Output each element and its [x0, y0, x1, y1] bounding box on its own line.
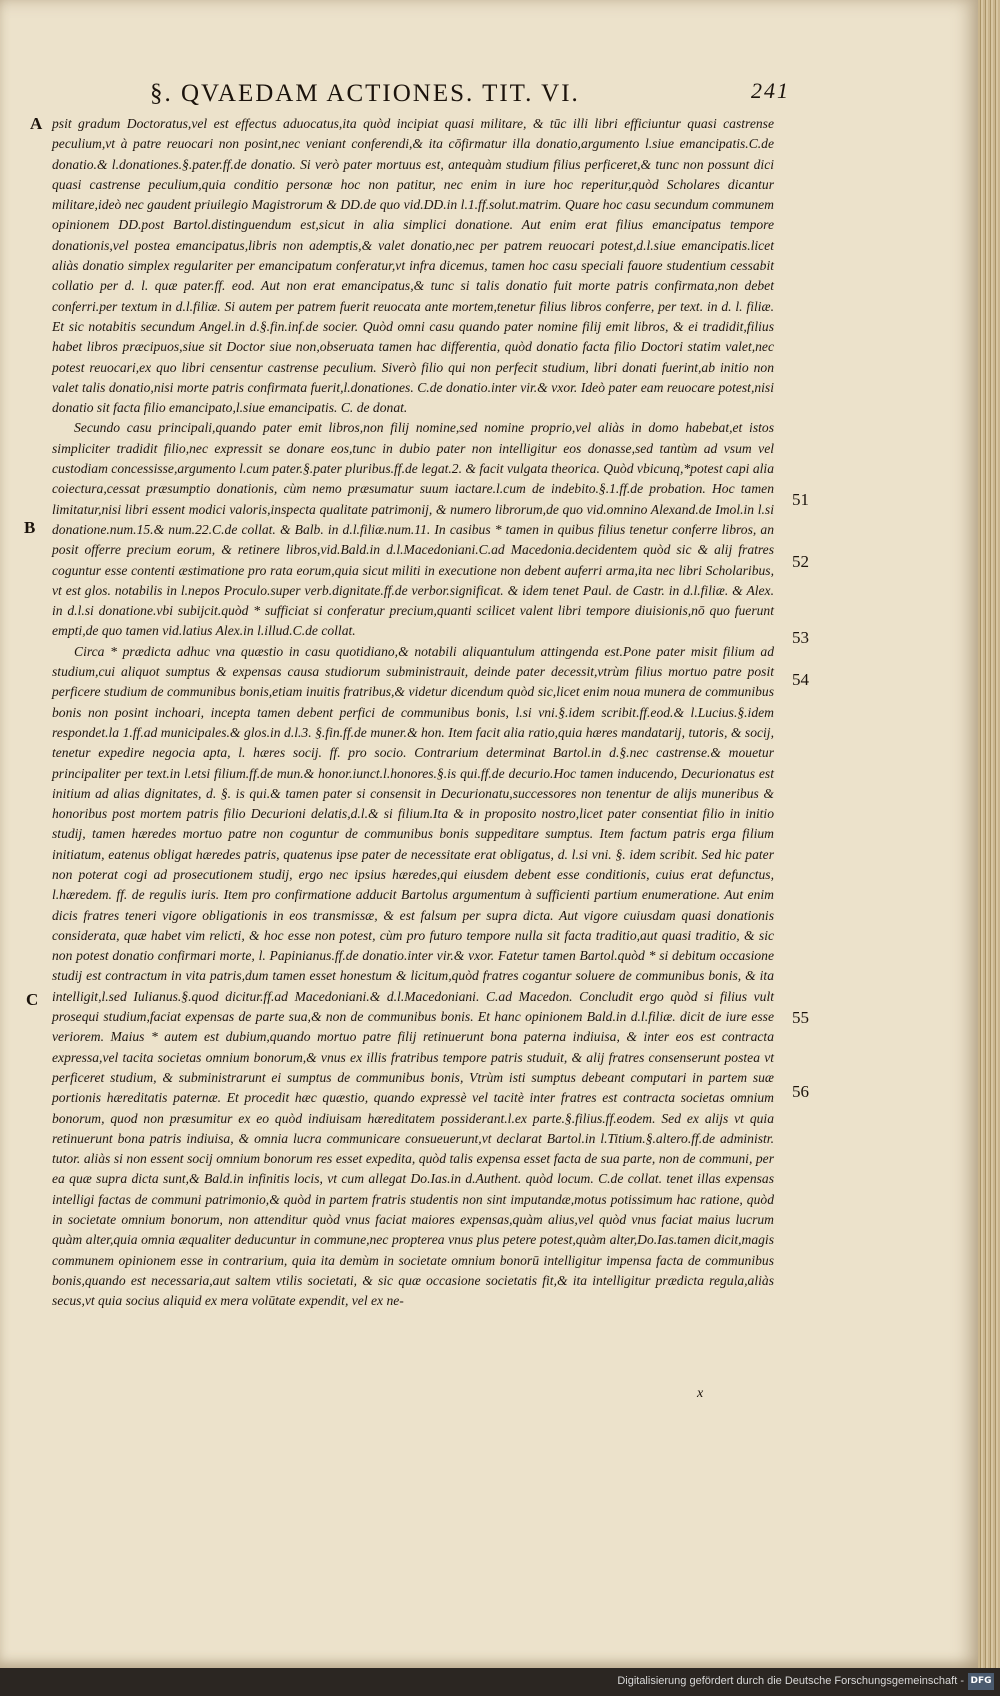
- paragraph: psit gradum Doctoratus,vel est effectus aduocatus,ita quòd incipiat quasi militare, & tūc illi libri efficiuntur quasi castrense peculium,vt à patre reuocari non posint,nec veniant conferendi,& ita cōfirmatur illa donatio,argumento l.siue emancipatis.C.de donatio.& l.donationes.§.pater.ff.de donatio. Si verò pater mortuus est, antequàm studium filius perficeret,& tunc non possunt dici quasi castrense peculium,quia conditio personæ hoc non patitur, nec enim in iure hoc reperitur,quòd Scholares dicantur militare,ideò nec gaudent priuilegio Magistrorum & DD.de quo vid.DD.in l.1.ff.solut.matrim. Quare hoc casu secundum communem opinionem DD.post Bartol.distinguendum est,sicut in alia simplici donatione. Aut enim erat filius emancipatus tempore donationis,vel postea emancipatus,libris non ademptis,& valet donatio,nec per patrem reuocari potest,d.l.siue emancipatis.licet aliàs donatio simplex regulariter per emancipatum conferatur,vt infra dicemus, tamen hoc casu speciali fauore studentium cessabit collatio per d. l. quæ pater.ff. eod. Aut non erat emancipatus,& tunc si talis donatio fuit morte patris confirmata,non debet conferri.per textum in d.l.filiæ. Si autem per patrem fuerit reuocata ante mortem,tenetur filius libros conferre, per text. in d. l. filiæ. Et sic notabitis secundum Angel.in d.§.fin.inf.de socier. Quòd omni casu quando pater nomine filij emit libros, & ei tradidit,filius habet libros præcipuos,siue sit Doctor siue non,obseruata tamen hac differentia, quòd donatio facta filio Doctori statim valet,nec potest reuocari,ex quo libri censentur castrense peculium. Siverò filio qui non perfecit studium, libri donati fuerint,ab initio non valet talis donatio,nisi morte patris confirmata fuerit,l.donationes. C.de donatio.inter vir.& vxor. Ideò pater eam reuocare potest,nisi donatio sit facta filio emancipato,l.siue emancipatis. C. de donat.: [52, 116, 774, 416]
- section-marker-b: B: [24, 518, 36, 537]
- footer-bar: [0, 1668, 1000, 1696]
- margin-number: 54: [792, 670, 809, 689]
- margin-number: 51: [792, 490, 809, 509]
- page-title: §. QVAEDAM ACTIONES. TIT. VI.: [150, 80, 580, 107]
- section-marker-c: C: [26, 990, 39, 1009]
- funding-credit: Digitalisierung gefördert durch die Deutsche Forschungsgemeinschaft -: [617, 1675, 964, 1687]
- running-header: [150, 78, 790, 112]
- paragraph: Circa * prædicta adhuc vna quæstio in casu quotidiano,& notabili aliquantulum attingenda est.Pone pater misit filium ad studium,cui aliquot sumptus & expensas causa studiorum subministrauit, deinde pater decessit,vtrùm filius mortuo patre posit perficere studium de communibus bonis,etiam inuitis fratribus,& videtur dicendum quòd sic,licet enim noua munera de communibus bonis non posint inchoari, incepta tamen debent perfici de communibus bonis, l.si vni.§.idem scribit.ff.eod.& l.Lucius.§.idem respondet.la 1.ff.ad municipales.& glos.in d.l.3. §.fin.ff.de muner.& hon. Item facit alia ratio,quia hæres mandatarij, tutoris, & socij, tenetur expedire negocia apta, l. hæres socij. ff. pro socio. Contrarium determinat Bartol.in d.§.nec castrense.& mouetur principaliter per text.in l.etsi filium.ff.de mun.& honor.iunct.l.honores.§.is qui.ff.de decurio.Hoc tamen inducendo, Decurionatus est initium ad alias dignitates, d. §. is qui.& tamen pater si consensit in Decurionatu,successores non tenentur de alijs muneribus & honoribus post mortem patris filio Decurioni delatis,d.l.& si filium.Ita & in proposito nostro,licet pater consentiat filio in initio studij, tamen hæredes mortuo patre non coguntur de communibus bonis suppeditare sumptus. Item factum patris erga filium initiatum, eatenus obligat hæredes patris, quatenus ipse pater de necessitate erat obligatus, d. l.si vni. §. idem scribit. Sed hic pater non poterat cogi ad prosecutionem studij, ergo nec ipsius hæredes,qui eiusdem debent esse conditionis, cuius erat defunctus, l.hæredem. ff. de regulis iuris. Item pro confirmatione adducit Bartolus argumentum à sufficienti partium enumeratione. Aut enim dicis fratres teneri vigore obligationis in eos transmissæ, & est falsum per supra dicta. Aut vigore cuiusdam quasi donationis considerata, quæ habet vim relicti, & hoc esse non potest, cùm pro futuro tempore nulla sit facta traditio,aut quasi traditio, & sic non potest donatio confirmari morte, l. Papinianus.ff.de donatio.inter vir.& vxor. Fatetur tamen Bartol.quòd * si debitum occasione studij est contractum in vita patris,dum tamen esset honestum & licitum,quòd fratres cogantur soluere de communibus bonis, & ita intelligit,l.sed Iulianus.§.quod dicitur.ff.ad Macedoniani.& d.l.Macedoniani. C.ad Macedon. Concludit ergo quòd si filius vult prosequi studium,faciat expensas de parte sua,& non de communibus bonis. Et hanc opinionem Bald.in d.l.filiæ. dicit de iure esse veriorem. Maius * autem est dubium,quando mortuo patre filij retinuerunt bona paterna indiuisa, & inter eos est contracta expressa,vel tacita societas omnium bonorum,& vnus ex illis fratribus tempore patris studuit, & alij fratres consenserunt postea vt perficeret studium, & subministrarunt ei sumptus de communibus bonis, Vtrùm isti sumptus debeant computari in partem suæ portionis hæreditatis paternæ. Et procedit hæc quæstio, quando expressè vel tacitè inter fratres est contracta societas omnium bonorum, quod non præsumitur ex eo quòd indiuisam hæreditatem possiderant.l.ex parte.§.filius.ff.eodem. Sed ex alijs vt quia retinuerunt bona patris indiuisa, & omnia lucra communicare consueuerunt,vt declarat Bartol.in l.Titium.§.altero.ff.de administr. tutor. aliàs si non essent socij omnium bonorum res esset expedita, quòd talis expensa esset facta de sua parte, non de communi, per ea quæ supra dicta sunt,& Bald.in infinitis locis, vt cum allegat Do.Ias.in d.Authent. quòd locum. C.de collat. tenet illas expensas intelligi factas de communi patrimonio,& quòd in partem fratris studentis non sint imputandæ,motus potissimum hac ratione, quòd in societate omnium bonorum, non attenditur quòd vnus faciat maiores expensas,quàm alius,vel quòd vnus faciat maius lucrum quàm alter,quia omnia æqualiter deducuntur in commune,nec propterea vnus plus petere potest,quàm alter,Do.Ias.tamen dicit,magis communem opinionem esse in contrarium, quia ita demùm in societate omnium bonorū intelligitur impensa facta de communibus bonis,quando est necessaria,aut saltem vtilis societati, & sic quæ occasione societatis fit,& ita intelligitur prædicta regula,aliàs secus,vt quia socius aliquid ex mera volūtate expendit, vel ex ne-: [52, 643, 774, 1309]
- catchword: x: [697, 1386, 704, 1401]
- page-edge: [978, 0, 1000, 1668]
- paragraph: Secundo casu principali,quando pater emit libros,non filij nomine,sed nomine proprio,vel aliàs in domo habebat,et istos simpliciter tradidit filio,nec expressit se donare eos,tunc in dubio pater non intelligitur eos donasse,sed tantùm ad vsum vel custodiam concessisse,argumento l.cum pater.§.pater pluribus.ff.de legat.2. & facit vulgata theorica. Quòd vbicunq,*potest capi alia coiectura,cessat præsumptio donationis, cùm nemo præsumatur suum iactare.l.cum de indebito.§.1.ff.de probation. Hoc tamen limitatur,nisi libri essent modici valoris,inspecta qualitate patrimonij, & numero librorum,de quo vid.omnino Alexand.de Imol.in l.si donatione.num.15.& num.22.C.de collat. & Balb. in d.l.filiæ.num.11. In casibus * tamen in quibus filius tenetur conferre libros, an posit offerre precium eorum, & retinere libros,vid.Bald.in d.l.Macedoniani.C.ad Macedonia.decidentem quòd sic & alij fratres coguntur esse contenti æstimatione pro rata eorum,quia sicut militi in executione non debent auferri arma,ita nec libri Scholaribus, vt est glos. notabilis in l.nepos Proculo.super verb.dignitate.ff.de verbor.significat. & idem tenet Paul. de Castr. in d.l.filiæ. & Alex. in d.l.si donatione.vbi subijcit.quòd * sufficiat si conferatur precium,quanti scilicet valent libri tempore diuisionis,nō quo fuerunt empti,de quo tamen vid.latius Alex.in l.illud.C.de collat.: [52, 420, 774, 639]
- margin-number: 52: [792, 552, 809, 571]
- page-number: 241: [751, 78, 790, 103]
- margin-number: 56: [792, 1082, 809, 1101]
- margin-number: 55: [792, 1008, 809, 1027]
- section-marker-a: A: [30, 114, 43, 133]
- dfg-logo: DFG: [968, 1673, 994, 1690]
- margin-number: 53: [792, 628, 809, 647]
- main-text: [52, 114, 774, 1312]
